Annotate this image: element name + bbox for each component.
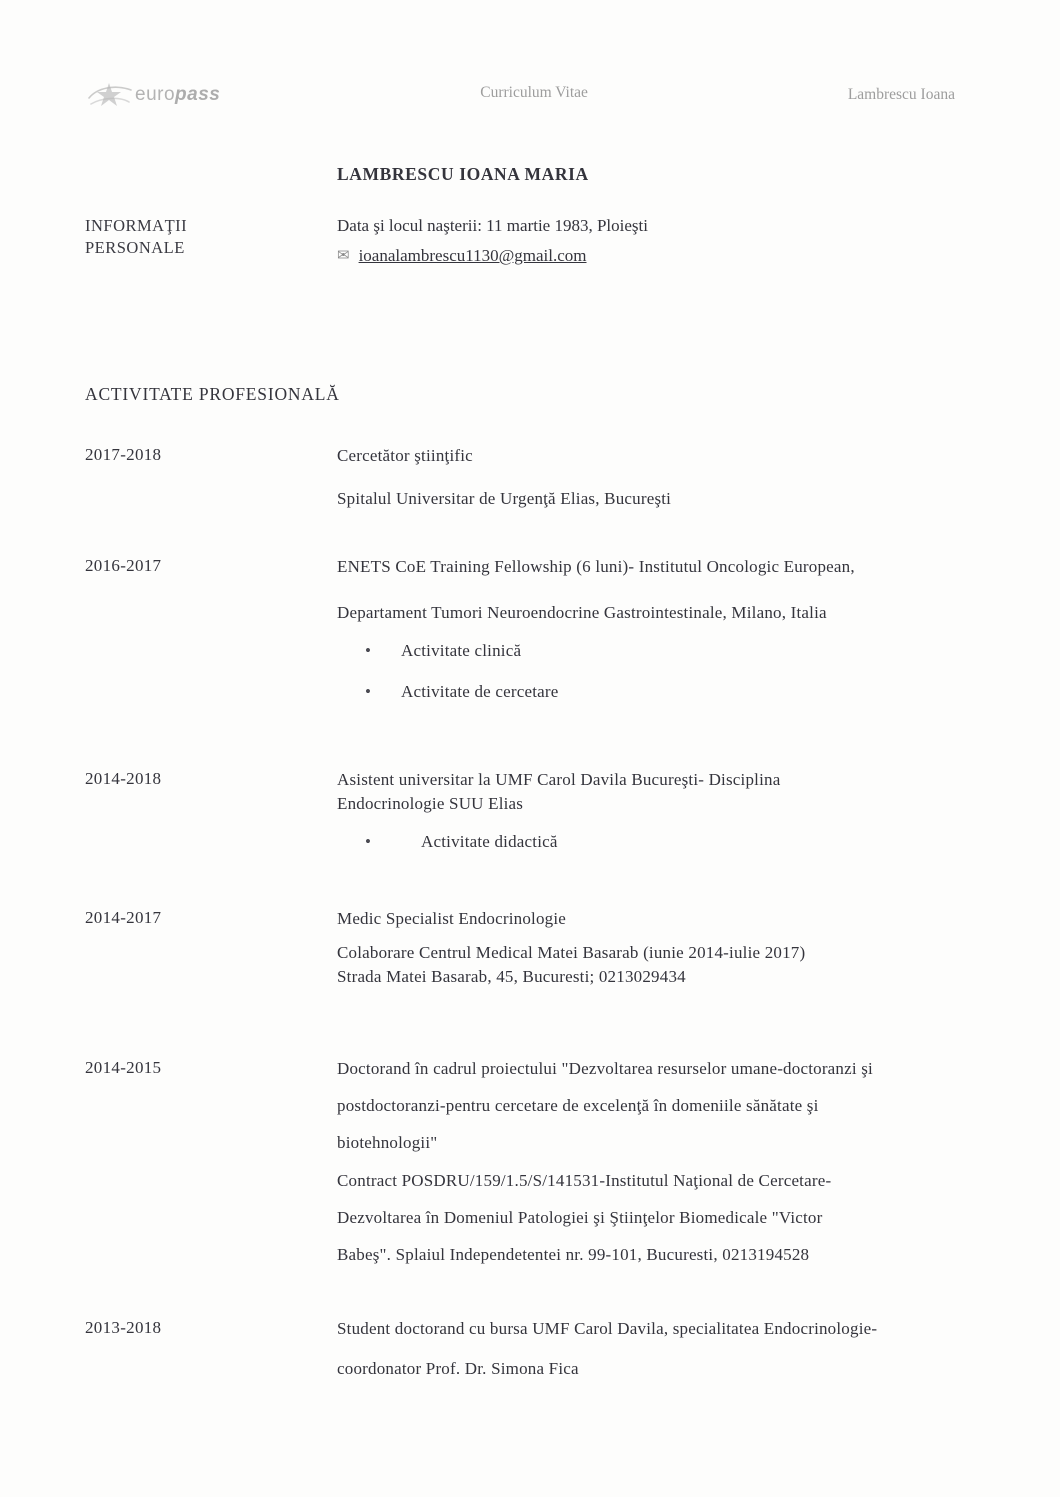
bullet-dot: • bbox=[365, 831, 371, 851]
entry-line: Spitalul Universitar de Urgenţă Elias, Bucureşti bbox=[337, 489, 672, 509]
header-doc-type: Curriculum Vitae bbox=[480, 84, 588, 101]
entry-period: 2017-2018 bbox=[85, 445, 162, 465]
bullet-item bbox=[337, 640, 1000, 662]
cv-name: LAMBRESCU IOANA MARIA bbox=[337, 164, 589, 184]
entry-line: Endocrinologie SUU Elias bbox=[337, 793, 524, 813]
entry-content bbox=[337, 556, 1000, 702]
entry-content bbox=[337, 445, 1000, 510]
header-person-name: Lambrescu Ioana bbox=[847, 86, 955, 103]
bullet-dot: • bbox=[365, 681, 371, 701]
entry-line: Contract POSDRU/159/1.5/S/141531-Institutul Naţional de Cercetare- bbox=[337, 1170, 832, 1190]
bullet-text: Activitate clinică bbox=[401, 641, 522, 661]
entry-line: coordonator Prof. Dr. Simona Fica bbox=[337, 1358, 579, 1378]
cv-entry-2013-2018 bbox=[85, 1318, 1000, 1380]
cv-entry-2017-2018 bbox=[85, 445, 1000, 510]
cv-entry-2014-2018 bbox=[85, 769, 1000, 853]
entry-period: 2014-2018 bbox=[85, 768, 162, 788]
europass-logo bbox=[85, 78, 220, 112]
entry-line: Departament Tumori Neuroendocrine Gastrointestinale, Milano, Italia bbox=[337, 603, 827, 623]
entry-bullets bbox=[337, 831, 1000, 853]
entry-content bbox=[337, 769, 1000, 853]
cv-entry-2014-2017 bbox=[85, 908, 1000, 988]
personal-info-label-line2: PERSONALE bbox=[85, 238, 185, 258]
cv-entry-2016-2017 bbox=[85, 556, 1000, 702]
bullet-dot: • bbox=[365, 641, 371, 661]
personal-info-section bbox=[85, 215, 1000, 266]
entry-line: Asistent universitar la UMF Carol Davila Bucureşti- Disciplina bbox=[337, 769, 781, 789]
entry-content bbox=[337, 1058, 1000, 1266]
entry-line: postdoctoranzi-pentru cercetare de excelenţă în domeniile sănătate şi bbox=[337, 1096, 819, 1116]
entry-line: Dezvoltarea în Domeniul Patologiei şi Ştiinţelor Biomedicale "Victor bbox=[337, 1207, 823, 1227]
bullet-text: Activitate didactică bbox=[421, 831, 558, 851]
entry-bullets bbox=[337, 640, 1000, 702]
cv-entry-2014-2015 bbox=[85, 1058, 1000, 1266]
europass-star-icon bbox=[85, 78, 133, 112]
personal-info-label-line1: INFORMAŢII bbox=[85, 216, 188, 235]
entry-period: 2013-2018 bbox=[85, 1317, 162, 1337]
email-link[interactable]: ioanalambrescu1130@gmail.com bbox=[358, 246, 587, 266]
entry-line: ENETS CoE Training Fellowship (6 luni)- Institutul Oncologic European, bbox=[337, 557, 855, 577]
bullet-item bbox=[337, 831, 1000, 853]
personal-info-content bbox=[337, 215, 1000, 266]
entry-line: Student doctorand cu bursa UMF Carol Davila, specialitatea Endocrinologie- bbox=[337, 1318, 878, 1338]
logo-euro-text: euro bbox=[135, 84, 176, 105]
europass-logo-text bbox=[135, 84, 220, 106]
entry-line: biotehnologii" bbox=[337, 1133, 438, 1153]
entry-line: Cercetător ştiinţific bbox=[337, 446, 473, 466]
entry-line: Medic Specialist Endocrinologie bbox=[337, 908, 567, 928]
envelope-icon: ✉ bbox=[337, 247, 350, 264]
entry-period: 2014-2015 bbox=[85, 1058, 162, 1078]
entry-line: Colaborare Centrul Medical Matei Basarab (iunie 2014-iulie 2017) bbox=[337, 943, 806, 963]
entry-line: Strada Matei Basarab, 45, Bucuresti; 0213029434 bbox=[337, 967, 686, 987]
personal-info-label bbox=[85, 215, 337, 260]
bullet-text: Activitate de cercetare bbox=[401, 681, 559, 701]
bullet-item bbox=[337, 681, 1000, 703]
entry-period: 2016-2017 bbox=[85, 556, 162, 576]
entry-line: Babeş". Splaiul Independetentei nr. 99-101, Bucuresti, 0213194528 bbox=[337, 1244, 810, 1264]
birth-date-line: Data şi locul naşterii: 11 martie 1983, Ploieşti bbox=[337, 216, 648, 235]
section-title-activitate-profesionala: ACTIVITATE PROFESIONALĂ bbox=[85, 384, 340, 405]
entry-content bbox=[337, 1318, 1000, 1380]
logo-pass-text: pass bbox=[175, 84, 221, 105]
page-header bbox=[85, 78, 1000, 112]
email-line bbox=[337, 246, 1000, 266]
entry-line: Doctorand în cadrul proiectului "Dezvoltarea resurselor umane-doctoranzi şi bbox=[337, 1059, 873, 1079]
entry-content bbox=[337, 908, 1000, 988]
entry-period: 2014-2017 bbox=[85, 907, 162, 927]
